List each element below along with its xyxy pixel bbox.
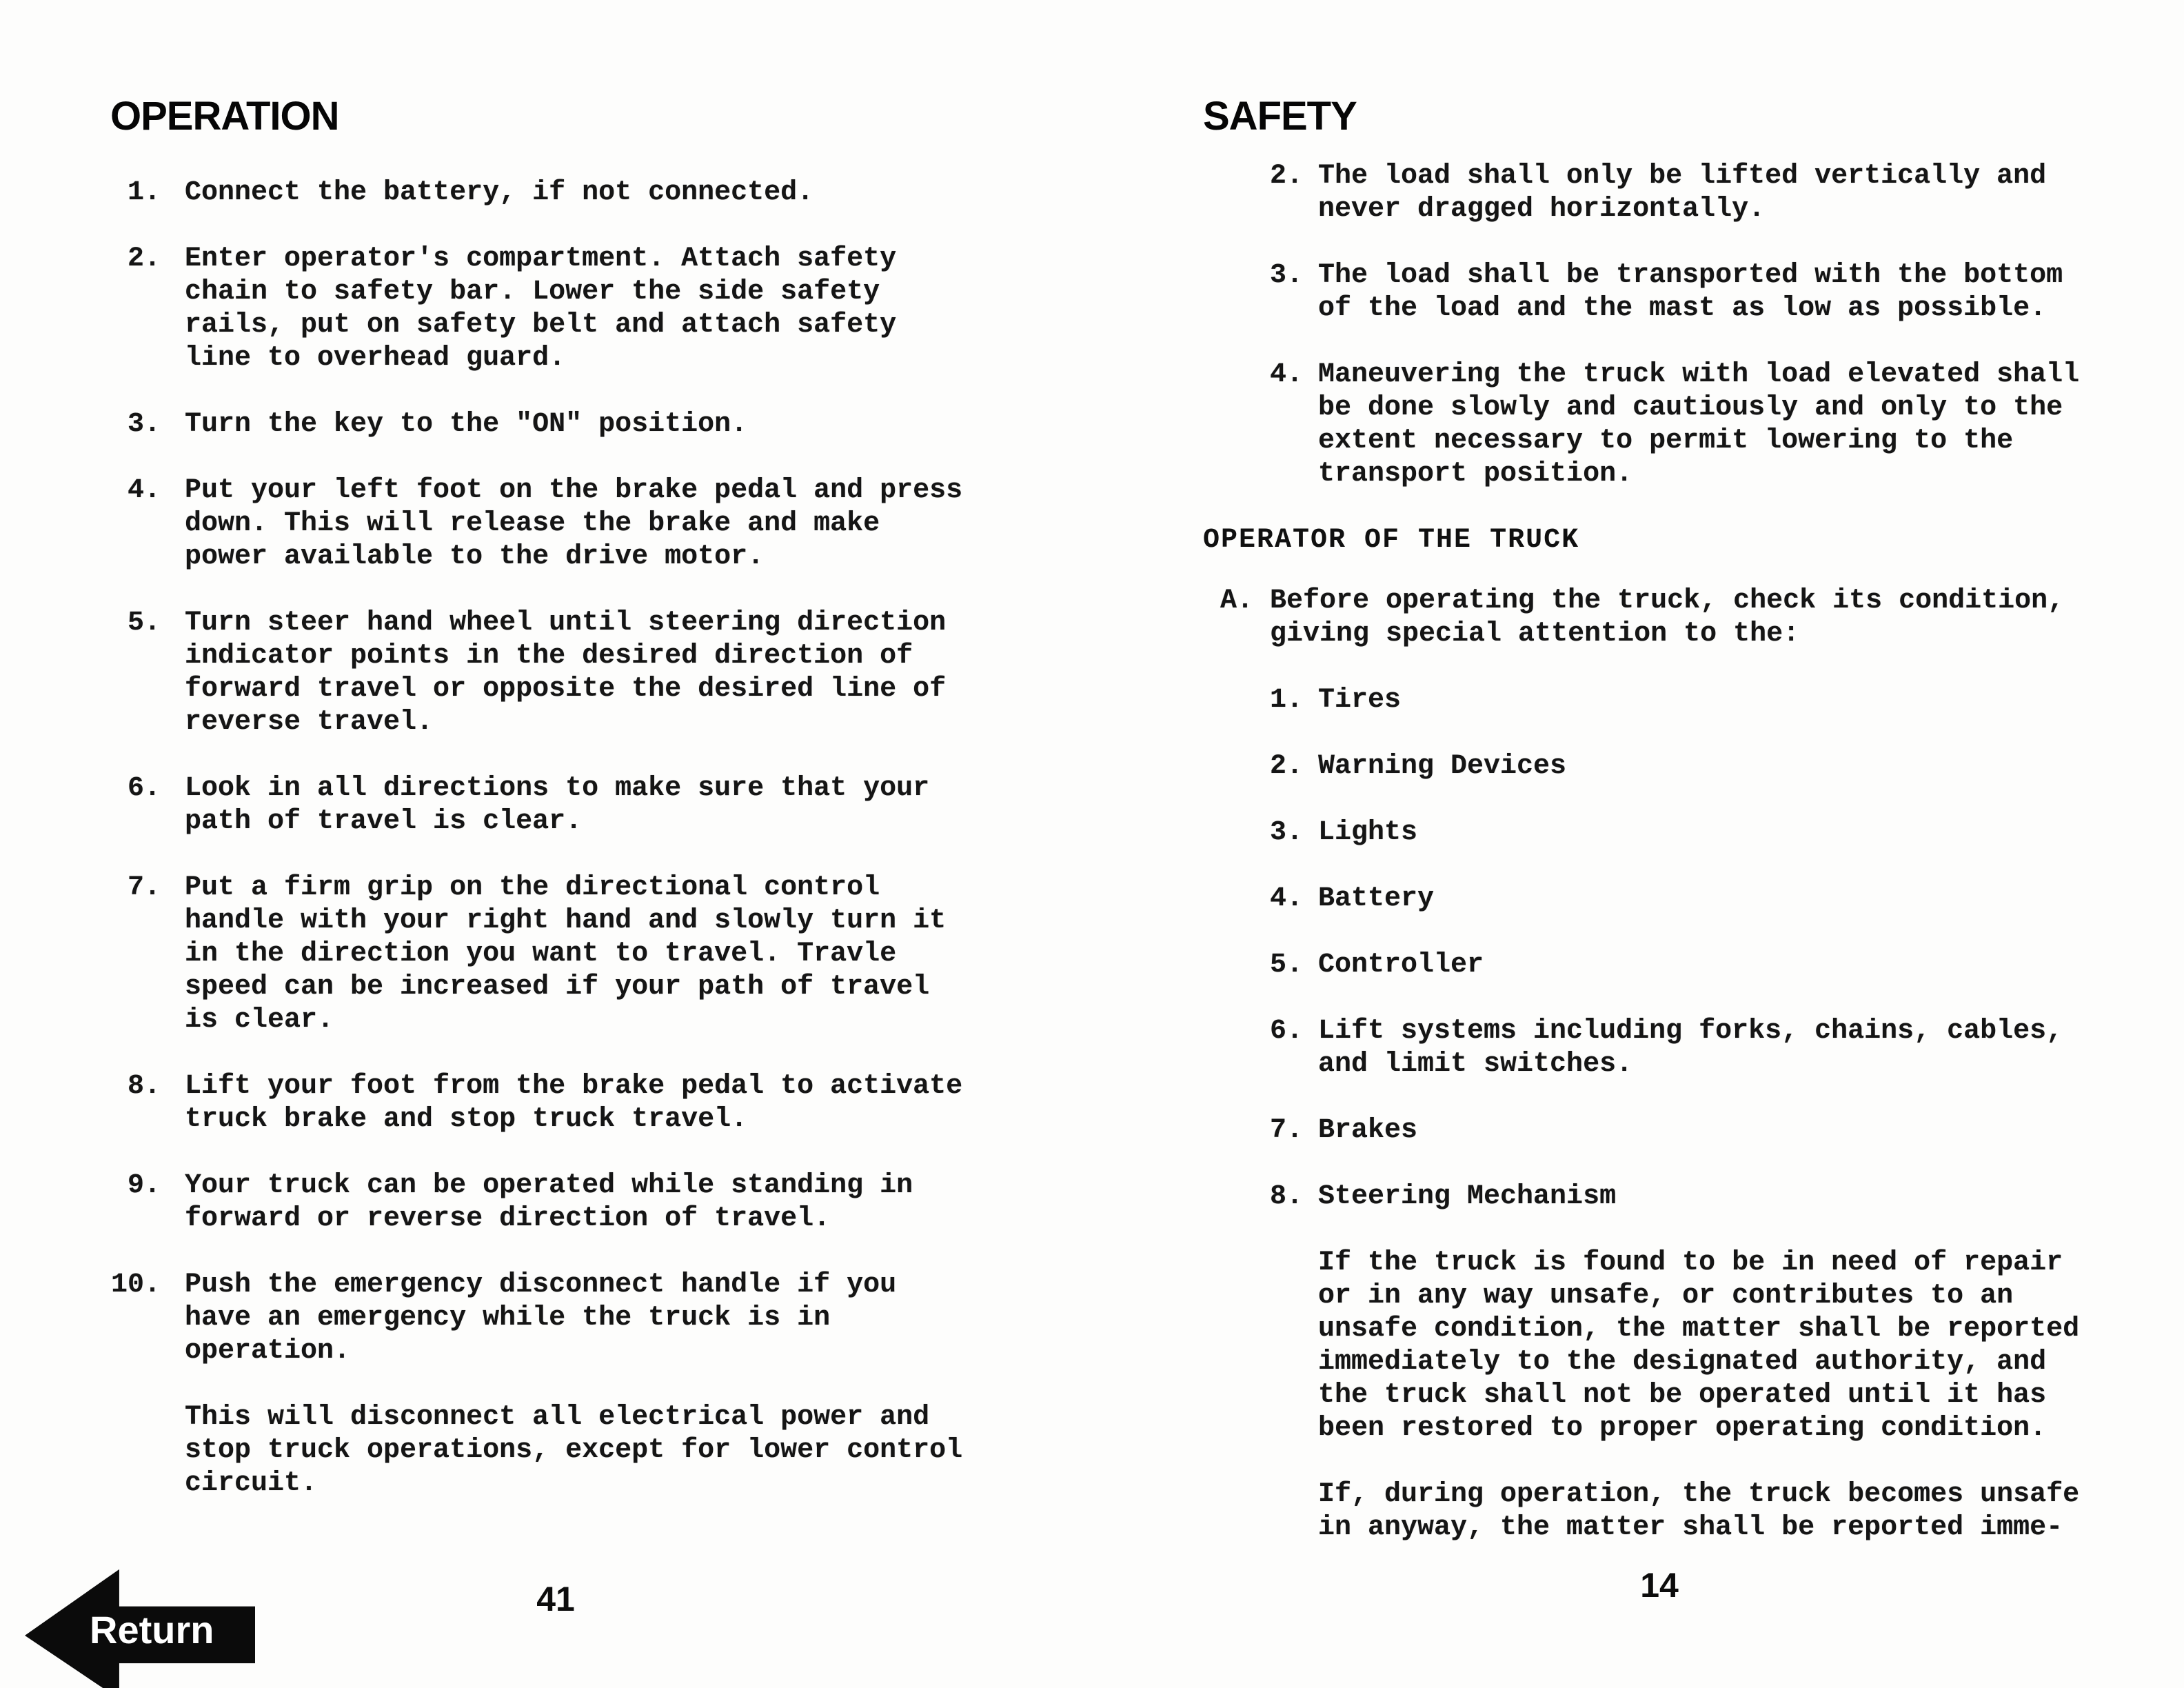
operation-item-8 xyxy=(110,1070,979,1136)
emergency-disconnect-note: This will disconnect all electrical power and stop truck operations, except for lower control circuit. xyxy=(185,1402,963,1499)
item-text: Warning Devices xyxy=(1318,751,1567,782)
return-button[interactable] xyxy=(25,1567,255,1688)
item-text: Maneuvering the truck with load elevated shall be done slowly and cautiously and only to the extent necessary to permit lowering to the transport position. xyxy=(1318,359,2080,490)
item-text: Put a firm grip on the directional control handle with your right hand and slowly turn it in the direction you want to travel. Travle speed can be increased if your path of travel is clear. xyxy=(185,872,947,1036)
item-text: Turn the key to the "ON" position. xyxy=(185,409,748,440)
item-letter: A. xyxy=(1220,585,1253,616)
operation-item-7 xyxy=(110,872,979,1037)
item-text: Battery xyxy=(1318,883,1435,914)
unsafe-during-operation-paragraph: If, during operation, the truck becomes unsafe in anyway, the matter shall be reported imme- xyxy=(1318,1479,2080,1543)
item-text: The load shall only be lifted vertically and never dragged horizontally. xyxy=(1318,161,2047,225)
item-number: 9. xyxy=(127,1170,161,1201)
item-number: 6. xyxy=(1269,1016,1303,1047)
page-number-right: 14 xyxy=(1640,1566,1679,1605)
checklist-item-3 xyxy=(1203,816,2096,850)
operation-item-10 xyxy=(110,1269,979,1368)
item-number: 3. xyxy=(127,409,161,440)
item-number: 3. xyxy=(1269,817,1303,848)
item-text: Tires xyxy=(1318,685,1402,716)
safety-item-3 xyxy=(1203,259,2096,325)
operator-section xyxy=(1203,585,2127,1545)
item-text: Your truck can be operated while standing in forward or reverse direction of travel. xyxy=(185,1170,913,1234)
item-number: 5. xyxy=(127,607,161,639)
item-text: Before operating the truck, check its condition, giving special attention to the: xyxy=(1270,585,2065,650)
item-text: Put your left foot on the brake pedal and press down. This will release the brake and make power available to the drive motor. xyxy=(185,475,963,572)
return-button-label: Return xyxy=(90,1608,214,1651)
item-number: 8. xyxy=(1269,1181,1303,1212)
operation-item-3 xyxy=(110,408,979,441)
safety-item-4 xyxy=(1203,359,2096,491)
operation-heading: OPERATION xyxy=(110,94,339,139)
item-number: 5. xyxy=(1269,950,1303,981)
item-number: 2. xyxy=(1269,161,1303,192)
safety-heading: SAFETY xyxy=(1203,94,1357,139)
item-number: 7. xyxy=(127,872,161,903)
checklist-item-5 xyxy=(1203,949,2096,982)
item-number: 1. xyxy=(1269,685,1303,716)
item-number: 4. xyxy=(1269,359,1303,390)
item-text: Connect the battery, if not connected. xyxy=(185,177,814,208)
item-text: Lights xyxy=(1318,817,1418,848)
item-number: 4. xyxy=(1269,883,1303,914)
item-number: 2. xyxy=(1269,751,1303,782)
operation-item-1 xyxy=(110,177,979,210)
item-text: Turn steer hand wheel until steering direction indicator points in the desired direction of forward travel or opposite the desired line of reverse travel. xyxy=(185,607,947,738)
item-number: 7. xyxy=(1269,1115,1303,1146)
checklist-item-2 xyxy=(1203,750,2096,783)
page-number-left: 41 xyxy=(536,1580,575,1618)
checklist-item-8 xyxy=(1203,1180,2096,1214)
item-number: 8. xyxy=(127,1071,161,1102)
safety-column xyxy=(1203,94,2127,1545)
checklist-item-4 xyxy=(1203,883,2096,916)
operation-item-9 xyxy=(110,1169,979,1236)
item-number: 10. xyxy=(110,1269,161,1300)
operation-item-2 xyxy=(110,243,979,375)
item-text: Lift systems including forks, chains, cables, and limit switches. xyxy=(1318,1016,2063,1080)
operation-item-4 xyxy=(110,474,979,574)
item-number: 1. xyxy=(127,177,161,208)
pre-operation-checklist xyxy=(1203,684,2127,1214)
item-text: Steering Mechanism xyxy=(1318,1181,1617,1212)
item-text: Enter operator's compartment. Attach safety chain to safety bar. Lower the side safety rails, put on safety belt and attach safety line to overhead guard. xyxy=(185,243,897,374)
checklist-item-6 xyxy=(1203,1015,2096,1081)
lettered-item-a xyxy=(1203,585,2097,651)
repair-report-paragraph: If the truck is found to be in need of repair or in any way unsafe, or contributes to an unsafe condition, the matter shall be reported immediately to the designated authority, and the truck shall not be operated until it has been restored to proper operating condition. xyxy=(1318,1247,2080,1444)
item-text: Controller xyxy=(1318,950,1484,981)
operation-column xyxy=(110,94,1007,1500)
item-number: 2. xyxy=(127,243,161,274)
operator-of-truck-subheading: OPERATOR OF THE TRUCK xyxy=(1203,525,1580,556)
operation-item-6 xyxy=(110,772,979,838)
item-number: 6. xyxy=(127,773,161,804)
checklist-item-1 xyxy=(1203,684,2096,717)
item-text: The load shall be transported with the bottom of the load and the mast as low as possible. xyxy=(1318,260,2063,324)
safety-item-2 xyxy=(1203,160,2096,226)
item-text: Push the emergency disconnect handle if you have an emergency while the truck is in operation. xyxy=(185,1269,897,1367)
item-number: 4. xyxy=(127,475,161,506)
item-text: Brakes xyxy=(1318,1115,1418,1146)
item-text: Lift your foot from the brake pedal to activate truck brake and stop truck travel. xyxy=(185,1071,963,1135)
item-number: 3. xyxy=(1269,260,1303,291)
safety-list xyxy=(1203,160,2127,491)
checklist-item-7 xyxy=(1203,1114,2096,1147)
item-text: Look in all directions to make sure that your path of travel is clear. xyxy=(185,773,930,837)
operation-list xyxy=(110,177,1007,1500)
operation-item-5 xyxy=(110,607,979,739)
